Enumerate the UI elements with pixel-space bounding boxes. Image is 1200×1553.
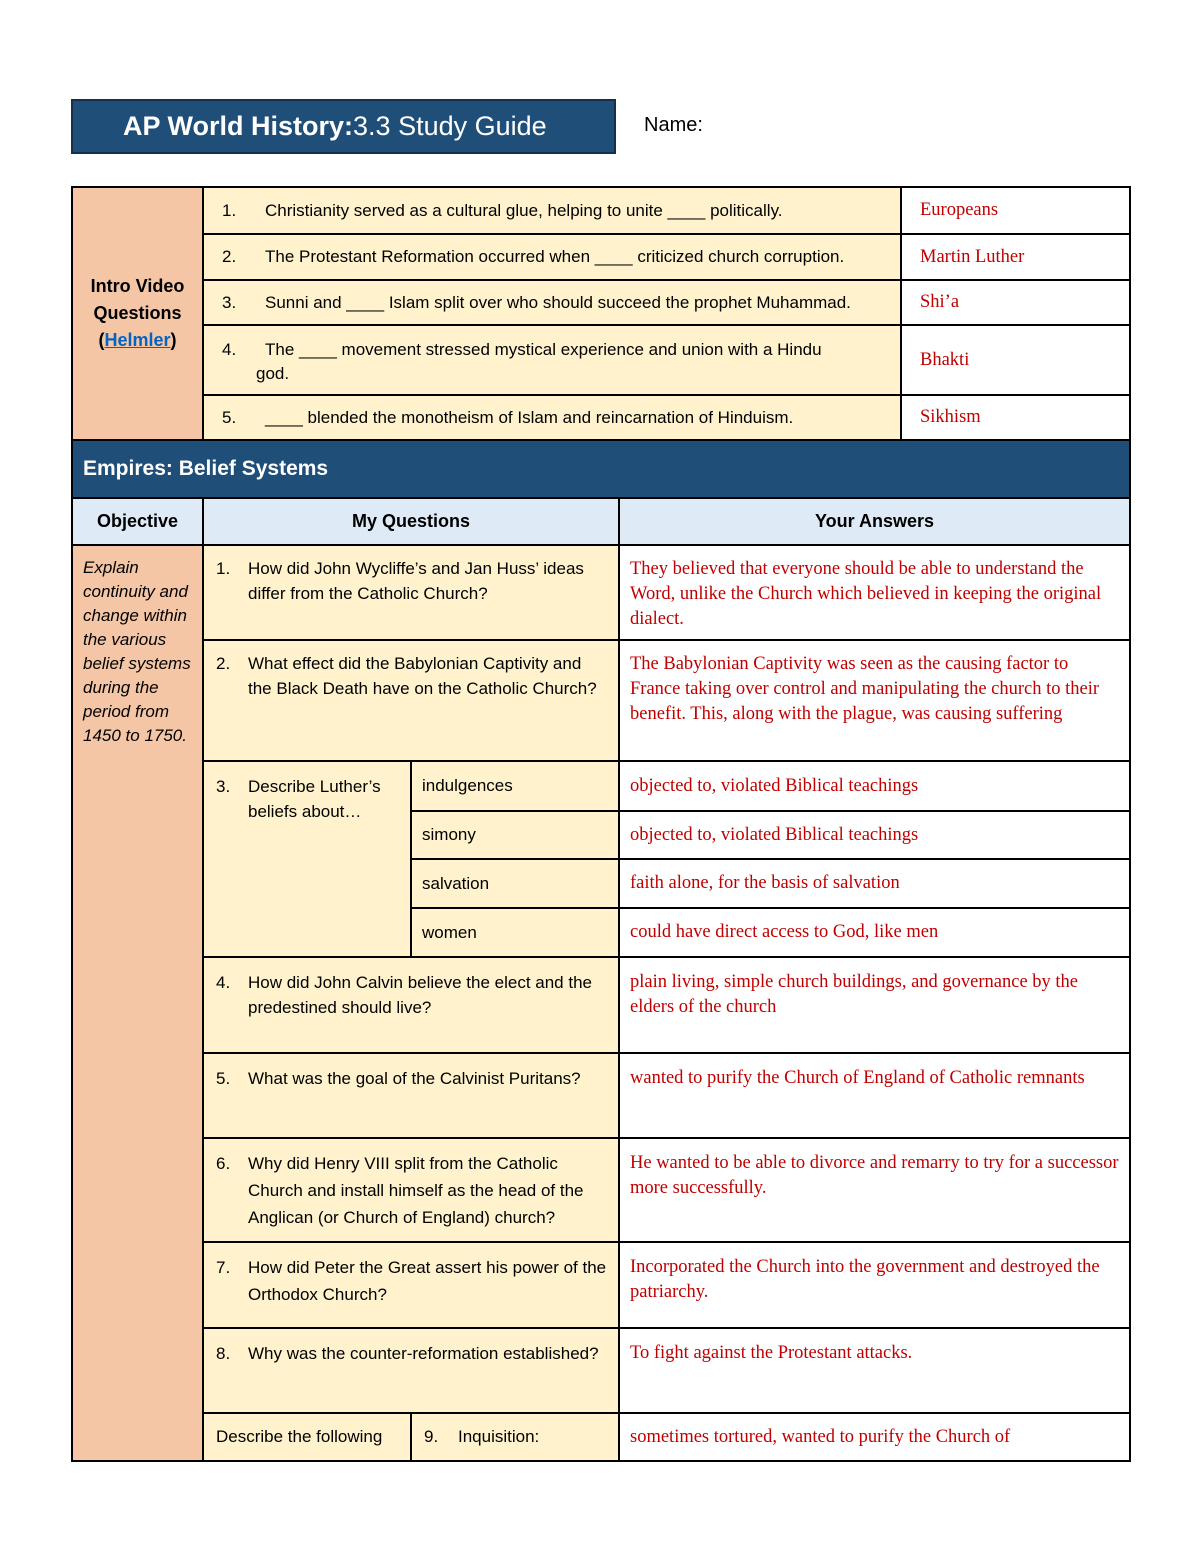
intro-label-cell — [71, 186, 202, 439]
objective-text: Explain continuity and change within the various belief systems during the period from 1450 to 1750. — [83, 558, 191, 745]
luther-term-indulgences: indulgences — [410, 760, 618, 810]
intro-answer-3[interactable]: Shi’a — [900, 279, 1131, 324]
col-header-your-answers: Your Answers — [618, 497, 1131, 544]
intro-question-1: 1. Christianity served as a cultural glue, helping to unite ____ politically. — [202, 186, 900, 233]
intro-question-5: 5. ____ blended the monotheism of Islam and reincarnation of Hinduism. — [202, 394, 900, 439]
intro-answer-4[interactable]: Bhakti — [900, 324, 1131, 394]
answer-8[interactable]: To fight against the Protestant attacks. — [618, 1327, 1131, 1412]
intro-question-3: 3. Sunni and ____ Islam split over who should succeed the prophet Muhammad. — [202, 279, 900, 324]
intro-label-line1: Intro Video — [90, 276, 185, 296]
describe-following-cell: Describe the following — [202, 1412, 410, 1462]
question-2: 2. What effect did the Babylonian Captivity and the Black Death have on the Catholic Church? — [202, 639, 618, 760]
answer-3-simony[interactable]: objected to, violated Biblical teachings — [618, 810, 1131, 858]
answer-9[interactable]: sometimes tortured, wanted to purify the Church of — [618, 1412, 1131, 1462]
col-header-my-questions: My Questions — [202, 497, 618, 544]
luther-term-salvation: salvation — [410, 858, 618, 907]
question-9: 9. Inquisition: — [410, 1412, 618, 1462]
answer-4[interactable]: plain living, simple church buildings, and governance by the elders of the church — [618, 956, 1131, 1052]
intro-answer-5[interactable]: Sikhism — [900, 394, 1131, 439]
section-header-bar: Empires: Belief Systems — [71, 439, 1131, 497]
title-bold: AP World History: — [123, 111, 354, 141]
answer-7[interactable]: Incorporated the Church into the government and destroyed the patriarchy. — [618, 1241, 1131, 1327]
answer-3-women[interactable]: could have direct access to God, like men — [618, 907, 1131, 956]
helmler-link[interactable]: Helmler — [104, 330, 171, 350]
question-7: 7. How did Peter the Great assert his power of the Orthodox Church? — [202, 1241, 618, 1327]
title-rest: 3.3 Study Guide — [353, 111, 547, 141]
col-header-objective: Objective — [71, 497, 202, 544]
answer-1[interactable]: They believed that everyone should be able to understand the Word, unlike the Church which believed in keeping the original dialect. — [618, 544, 1131, 639]
intro-question-4: 4. The ____ movement stressed mystical experience and union with a Hindu god. — [202, 324, 900, 394]
intro-answer-1[interactable]: Europeans — [900, 186, 1131, 233]
intro-label-line2: Questions — [93, 303, 182, 323]
luther-term-simony: simony — [410, 810, 618, 858]
question-4: 4. How did John Calvin believe the elect and the predestined should live? — [202, 956, 618, 1052]
question-1: 1. How did John Wycliffe’s and Jan Huss’ ideas differ from the Catholic Church? — [202, 544, 618, 639]
answer-3-salvation[interactable]: faith alone, for the basis of salvation — [618, 858, 1131, 907]
answer-3-indulgences[interactable]: objected to, violated Biblical teachings — [618, 760, 1131, 810]
intro-answer-2[interactable]: Martin Luther — [900, 233, 1131, 279]
intro-question-2: 2. The Protestant Reformation occurred when ____ criticized church corruption. — [202, 233, 900, 279]
name-label: Name: — [644, 114, 703, 136]
answer-6[interactable]: He wanted to be able to divorce and remarry to try for a successor more successfully. — [618, 1137, 1131, 1241]
question-6: 6. Why did Henry VIII split from the Catholic Church and install himself as the head of the Anglican (or Church of England) church? — [202, 1137, 618, 1241]
intro-link-wrapper: (Helmler) — [98, 330, 177, 350]
question-5: 5. What was the goal of the Calvinist Puritans? — [202, 1052, 618, 1137]
objective-cell — [71, 544, 202, 1462]
page-title — [71, 99, 616, 154]
luther-term-women: women — [410, 907, 618, 956]
question-3: 3. Describe Luther’s beliefs about… — [202, 760, 410, 956]
answer-5[interactable]: wanted to purify the Church of England of Catholic remnants — [618, 1052, 1131, 1137]
question-8: 8. Why was the counter-reformation established? — [202, 1327, 618, 1412]
answer-2[interactable]: The Babylonian Captivity was seen as the causing factor to France taking over control and manipulating the church to their benefit. This, along with the plague, was causing suffering — [618, 639, 1131, 760]
